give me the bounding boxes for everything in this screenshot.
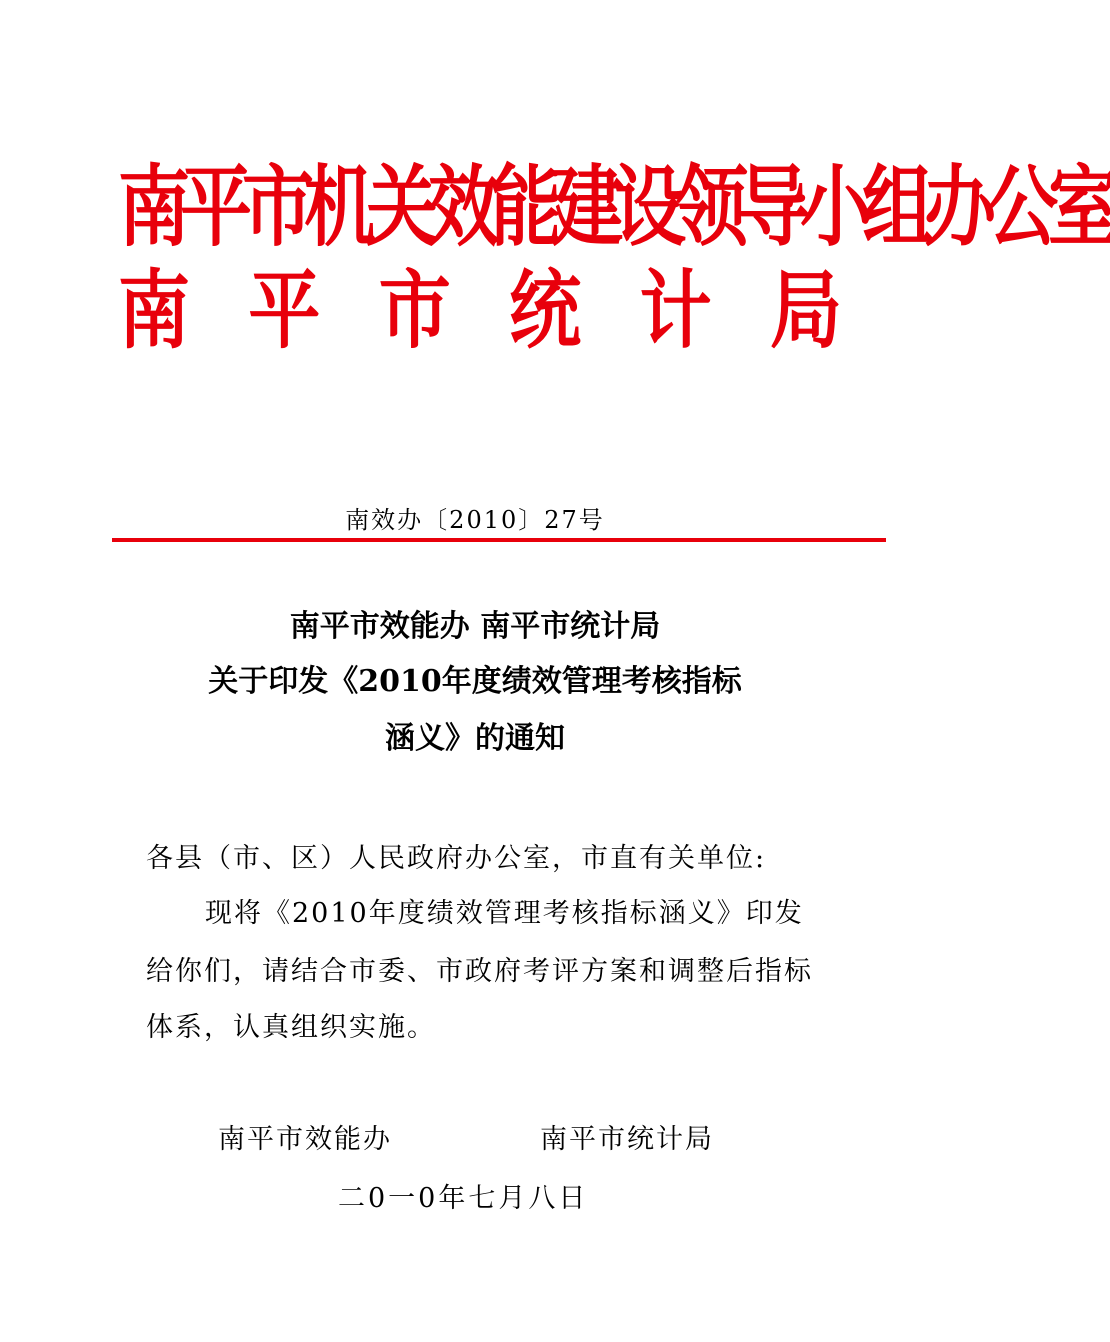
title-line-3: 涵义》的通知 — [385, 721, 565, 756]
title-line-2: 关于印发《2010年度绩效管理考核指标 — [208, 664, 742, 699]
salutation: 各县（市、区）人民政府办公室，市直有关单位: — [146, 843, 767, 874]
header-org-line-1: 南平市机关效能建设领导小组办公室 — [118, 155, 1110, 259]
body-paragraph-line-3: 体系，认真组织实施。 — [146, 1012, 436, 1043]
signature-right: 南平市统计局 — [540, 1124, 714, 1155]
issue-date: 二0一0年七月八日 — [338, 1183, 589, 1214]
title-line-1: 南平市效能办 南平市统计局 — [289, 609, 661, 644]
signature-left: 南平市效能办 — [218, 1124, 392, 1155]
body-paragraph-line-1: 现将《2010年度绩效管理考核指标涵义》印发 — [205, 898, 804, 929]
header-org-line-2 — [118, 260, 842, 367]
body-paragraph-line-2: 给你们，请结合市委、市政府考评方案和调整后指标 — [146, 956, 813, 987]
header-org-line-2-char: 市 — [378, 260, 451, 361]
header-org-line-2-char: 局 — [769, 260, 842, 361]
red-divider-line — [112, 538, 886, 542]
header-org-line-2-char: 计 — [639, 260, 712, 361]
header-org-line-2-char: 南 — [118, 260, 191, 361]
header-org-line-2-char: 平 — [248, 260, 321, 361]
header-org-line-2-char: 统 — [509, 260, 582, 361]
document-number: 南效办〔2010〕27号 — [345, 506, 605, 534]
